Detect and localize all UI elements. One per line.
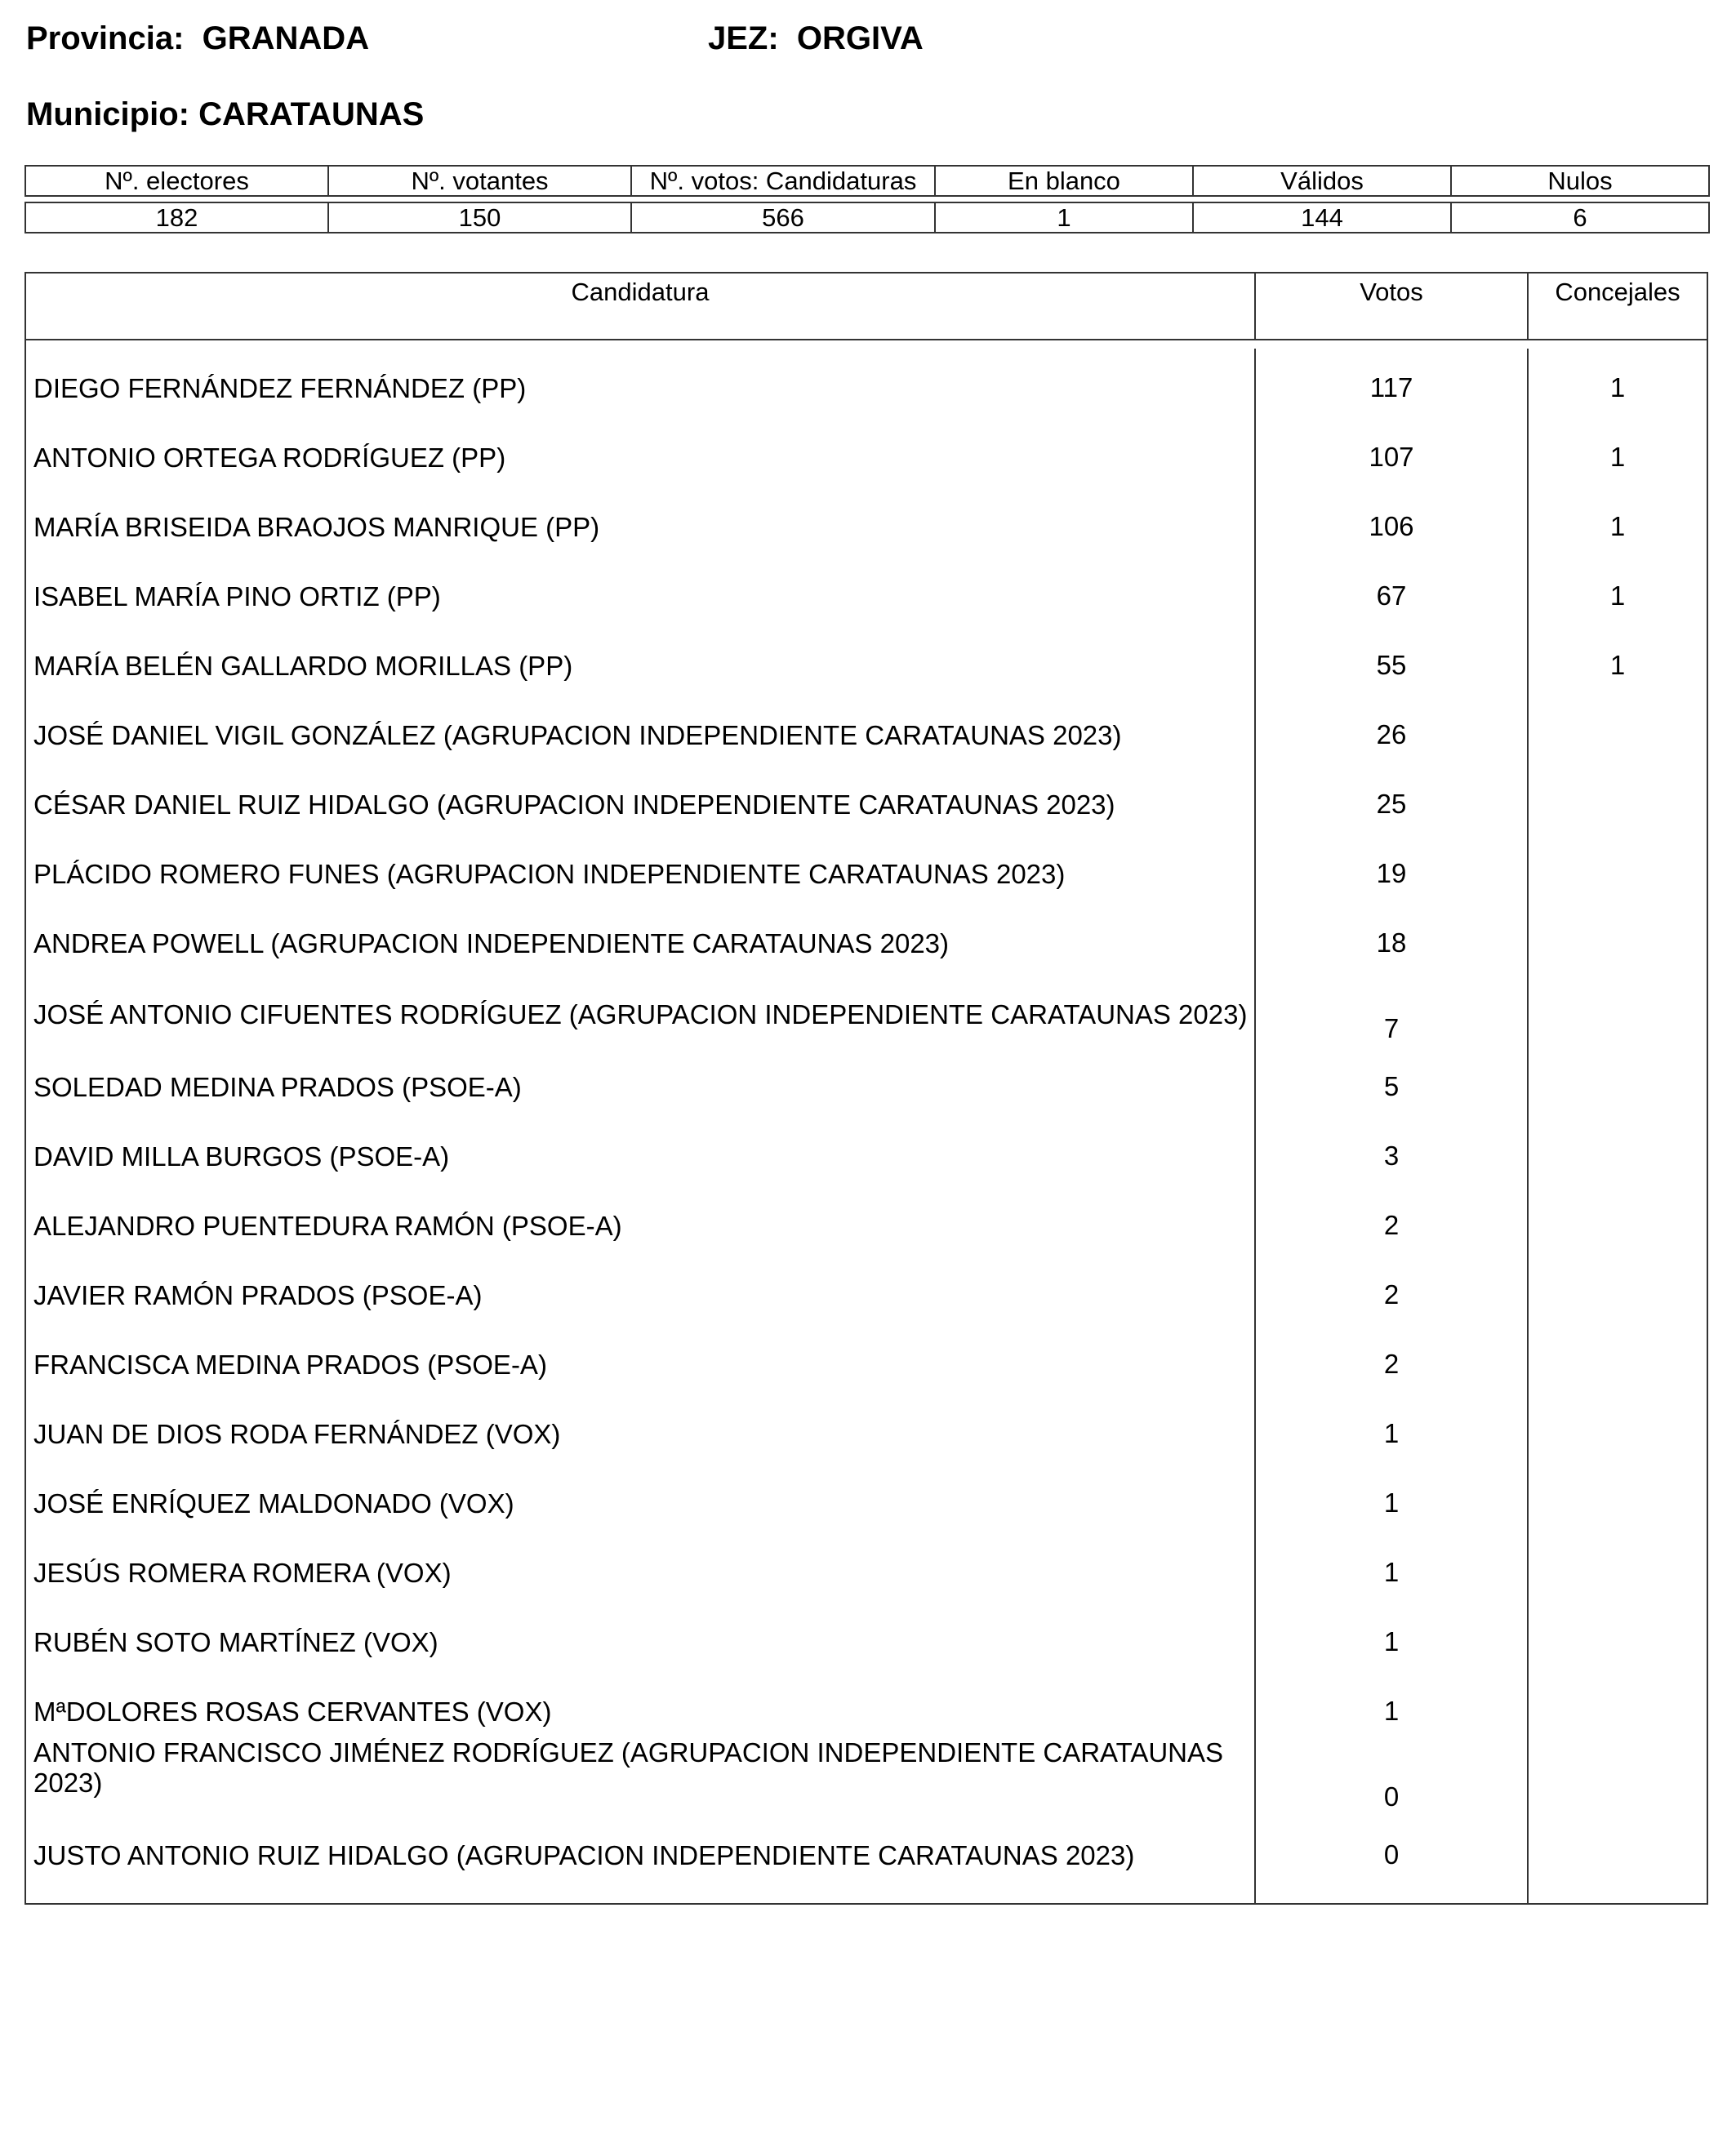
- table-row: [26, 1533, 1707, 1603]
- candidate-name: ANTONIO ORTEGA RODRÍGUEZ (PP): [33, 442, 506, 473]
- results-table: [24, 272, 1708, 1905]
- candidate-votes: 18: [1254, 904, 1527, 973]
- jez-value: ORGIVA: [796, 20, 924, 56]
- candidate-votes: 26: [1254, 696, 1527, 765]
- candidate-concejales: [1527, 1186, 1707, 1256]
- candidate-name: JAVIER RAMÓN PRADOS (PSOE-A): [33, 1280, 483, 1310]
- candidate-votes: 1: [1254, 1672, 1527, 1741]
- candidate-votes: 55: [1254, 626, 1527, 696]
- table-row: [26, 765, 1707, 834]
- candidate-concejales: [1527, 1325, 1707, 1394]
- table-row: [26, 1394, 1707, 1464]
- table-row: [26, 973, 1707, 1047]
- candidate-votes: 25: [1254, 765, 1527, 834]
- table-row: [26, 1672, 1707, 1741]
- concejales-header: Concejales: [1527, 273, 1707, 339]
- candidate-name: MARÍA BELÉN GALLARDO MORILLAS (PP): [33, 651, 573, 681]
- table-row: [26, 1117, 1707, 1186]
- candidate-votes: 2: [1254, 1256, 1527, 1325]
- candidate-concejales: [1527, 1394, 1707, 1464]
- candidate-votes: 19: [1254, 834, 1527, 904]
- candidatura-header: Candidatura: [571, 278, 710, 306]
- candidate-votes: 3: [1254, 1117, 1527, 1186]
- candidate-concejales: [1527, 1816, 1707, 1885]
- candidate-name: ISABEL MARÍA PINO ORTIZ (PP): [33, 581, 441, 611]
- candidate-concejales: [1527, 1741, 1707, 1816]
- candidate-concejales: [1527, 1672, 1707, 1741]
- table-row: [26, 418, 1707, 487]
- results-header-row: [26, 273, 1707, 340]
- provincia-heading: [26, 22, 369, 55]
- municipio-heading: [26, 98, 424, 131]
- summary-label: En blanco: [935, 166, 1193, 196]
- table-row: [26, 349, 1707, 418]
- candidate-name: JESÚS ROMERA ROMERA (VOX): [33, 1558, 452, 1588]
- summary-value: 182: [25, 202, 328, 233]
- candidate-name: SOLEDAD MEDINA PRADOS (PSOE-A): [33, 1072, 522, 1102]
- candidate-votes: 1: [1254, 1603, 1527, 1672]
- summary-value: 6: [1451, 202, 1709, 233]
- candidate-votes: 0: [1254, 1741, 1527, 1816]
- table-row: [26, 1256, 1707, 1325]
- votos-header: Votos: [1254, 273, 1527, 339]
- results-body: [26, 340, 1707, 1885]
- candidate-name: ALEJANDRO PUENTEDURA RAMÓN (PSOE-A): [33, 1211, 622, 1241]
- candidate-name: MªDOLORES ROSAS CERVANTES (VOX): [33, 1697, 552, 1727]
- table-row: [26, 1464, 1707, 1533]
- summary-table: [24, 165, 1710, 233]
- candidate-name: DIEGO FERNÁNDEZ FERNÁNDEZ (PP): [33, 373, 527, 403]
- candidate-concejales: [1527, 1047, 1707, 1117]
- candidate-name: ANDREA POWELL (AGRUPACION INDEPENDIENTE CARATAUNAS 2023): [33, 928, 950, 958]
- candidate-concejales: [1527, 696, 1707, 765]
- candidate-votes: 0: [1254, 1816, 1527, 1885]
- candidate-concejales: [1527, 1464, 1707, 1533]
- table-row: [26, 557, 1707, 626]
- candidate-concejales: [1527, 1256, 1707, 1325]
- table-row: [26, 1816, 1707, 1885]
- summary-label: Válidos: [1193, 166, 1451, 196]
- candidate-name: ANTONIO FRANCISCO JIMÉNEZ RODRÍGUEZ (AGRUPACION INDEPENDIENTE CARATAUNAS 2023): [33, 1737, 1224, 1798]
- summary-label: Nº. votos: Candidaturas: [631, 166, 935, 196]
- table-row: [26, 487, 1707, 557]
- candidate-concejales: [1527, 1533, 1707, 1603]
- candidate-name: JOSÉ ANTONIO CIFUENTES RODRÍGUEZ (AGRUPACION INDEPENDIENTE CARATAUNAS 2023): [33, 999, 1248, 1029]
- candidate-concejales: 1: [1527, 418, 1707, 487]
- candidate-concejales: [1527, 765, 1707, 834]
- candidate-name: RUBÉN SOTO MARTÍNEZ (VOX): [33, 1627, 438, 1657]
- summary-value: 150: [328, 202, 631, 233]
- candidate-concejales: [1527, 834, 1707, 904]
- candidate-name: JOSÉ DANIEL VIGIL GONZÁLEZ (AGRUPACION INDEPENDIENTE CARATAUNAS 2023): [33, 720, 1122, 750]
- candidate-votes: 1: [1254, 1394, 1527, 1464]
- candidate-concejales: [1527, 1117, 1707, 1186]
- candidate-concejales: 1: [1527, 487, 1707, 557]
- summary-values-row: [25, 202, 1709, 233]
- candidate-votes: 1: [1254, 1533, 1527, 1603]
- table-row: [26, 834, 1707, 904]
- summary-value: 144: [1193, 202, 1451, 233]
- candidate-name: JOSÉ ENRÍQUEZ MALDONADO (VOX): [33, 1488, 514, 1519]
- municipio-value: CARATAUNAS: [198, 96, 425, 132]
- table-row: [26, 696, 1707, 765]
- candidate-concejales: 1: [1527, 557, 1707, 626]
- summary-label: Nº. electores: [25, 166, 328, 196]
- table-row: [26, 1603, 1707, 1672]
- table-row: [26, 626, 1707, 696]
- candidate-concejales: [1527, 904, 1707, 973]
- candidate-name: JUAN DE DIOS RODA FERNÁNDEZ (VOX): [33, 1419, 561, 1449]
- table-row: [26, 1737, 1707, 1816]
- candidate-votes: 7: [1254, 973, 1527, 1047]
- candidate-votes: 107: [1254, 418, 1527, 487]
- provincia-label: Provincia:: [26, 20, 185, 56]
- jez-label: JEZ:: [708, 20, 779, 56]
- table-row: [26, 1325, 1707, 1394]
- candidate-concejales: 1: [1527, 349, 1707, 418]
- candidate-name: JUSTO ANTONIO RUIZ HIDALGO (AGRUPACION INDEPENDIENTE CARATAUNAS 2023): [33, 1840, 1135, 1870]
- summary-value: 1: [935, 202, 1193, 233]
- summary-labels-row: [25, 166, 1709, 196]
- candidate-votes: 117: [1254, 349, 1527, 418]
- candidate-name: DAVID MILLA BURGOS (PSOE-A): [33, 1141, 450, 1172]
- candidate-name: MARÍA BRISEIDA BRAOJOS MANRIQUE (PP): [33, 512, 600, 542]
- table-row: [26, 1047, 1707, 1117]
- candidate-votes: 67: [1254, 557, 1527, 626]
- jez-heading: [708, 22, 924, 55]
- summary-label: Nº. votantes: [328, 166, 631, 196]
- table-row: [26, 1186, 1707, 1256]
- candidate-concejales: [1527, 973, 1707, 1047]
- candidate-votes: 2: [1254, 1186, 1527, 1256]
- candidate-name: PLÁCIDO ROMERO FUNES (AGRUPACION INDEPENDIENTE CARATAUNAS 2023): [33, 859, 1066, 889]
- summary-value: 566: [631, 202, 935, 233]
- municipio-label: Municipio:: [26, 96, 189, 132]
- summary-label: Nulos: [1451, 166, 1709, 196]
- candidate-name: FRANCISCA MEDINA PRADOS (PSOE-A): [33, 1350, 547, 1380]
- candidate-votes: 2: [1254, 1325, 1527, 1394]
- candidate-votes: 5: [1254, 1047, 1527, 1117]
- candidate-votes: 106: [1254, 487, 1527, 557]
- table-row: [26, 904, 1707, 973]
- candidate-votes: 1: [1254, 1464, 1527, 1533]
- candidate-concejales: [1527, 1603, 1707, 1672]
- provincia-value: GRANADA: [202, 20, 370, 56]
- candidate-name: CÉSAR DANIEL RUIZ HIDALGO (AGRUPACION INDEPENDIENTE CARATAUNAS 2023): [33, 789, 1115, 820]
- candidate-concejales: 1: [1527, 626, 1707, 696]
